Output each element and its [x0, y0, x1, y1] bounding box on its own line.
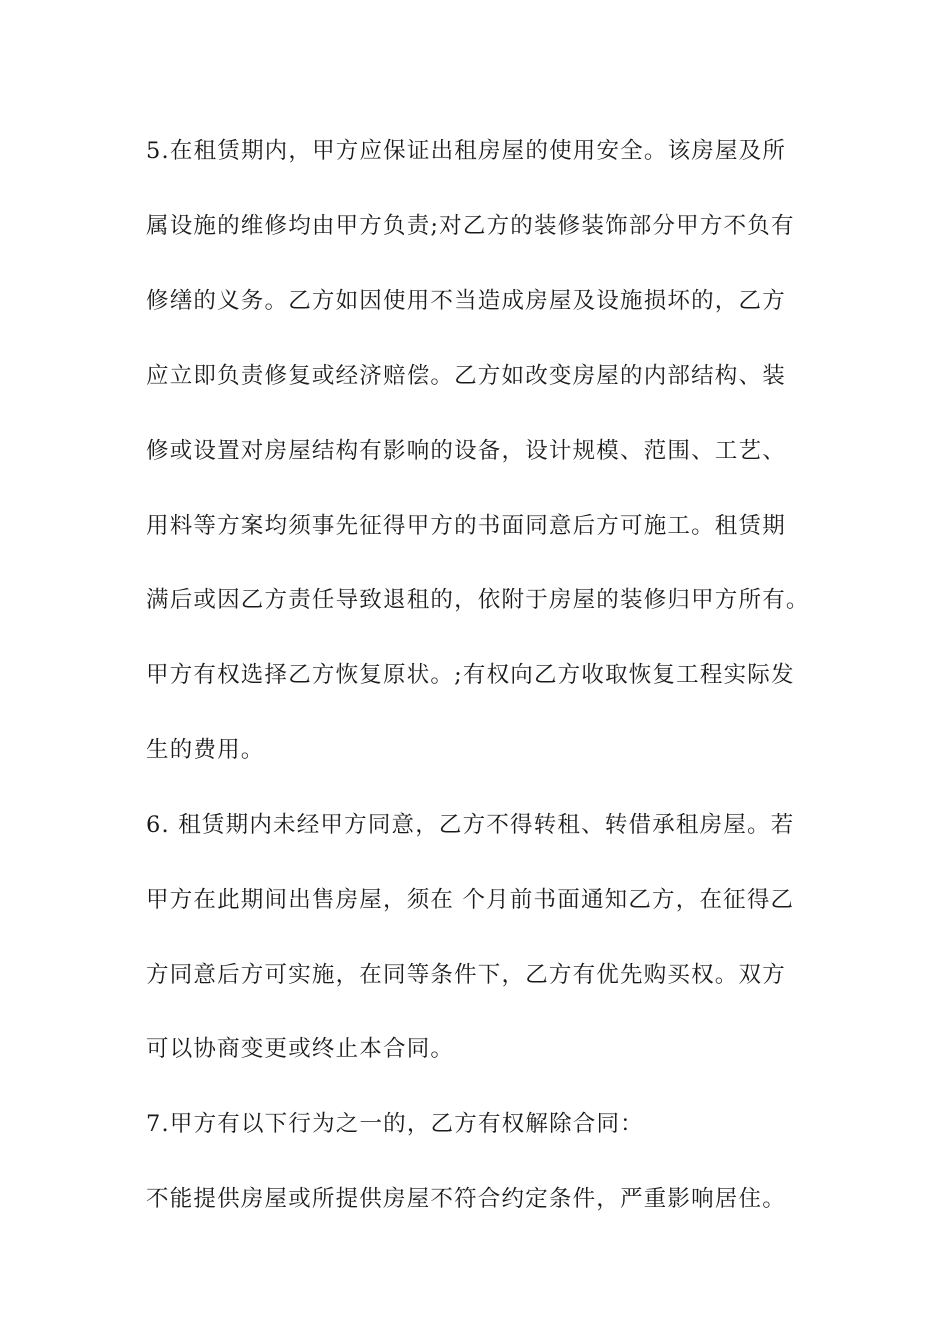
- clause-5-line-5: 修或设置对房屋结构有影响的设备，设计规模、范围、工艺、: [146, 438, 786, 464]
- clause-5-line-1: 5.在租赁期内，甲方应保证出租房屋的使用安全。该房屋及所: [146, 138, 787, 164]
- clause-5-line-6: 用料等方案均须事先征得甲方的书面同意后方可施工。租赁期: [146, 513, 786, 539]
- clause-6-line-1: 6. 租赁期内未经甲方同意，乙方不得转租、转借承租房屋。若: [146, 812, 795, 838]
- clause-6-line-4: 可以协商变更或终止本合同。: [146, 1036, 455, 1062]
- clause-7-line-1: 7.甲方有以下行为之一的，乙方有权解除合同：: [146, 1111, 644, 1137]
- clause-5-line-4: 应立即负责修复或经济赔偿。乙方如改变房屋的内部结构、装: [146, 363, 786, 389]
- clause-6-line-2: 甲方在此期间出售房屋，须在 个月前书面通知乙方，在征得乙: [146, 887, 795, 913]
- clause-7-item-1: 不能提供房屋或所提供房屋不符合约定条件，严重影响居住。: [146, 1186, 786, 1212]
- clause-5-line-2: 属设施的维修均由甲方负责;对乙方的装修装饰部分甲方不负有: [146, 213, 795, 239]
- clause-5-line-7: 满后或因乙方责任导致退租的，依附于房屋的装修归甲方所有。: [146, 587, 810, 613]
- clause-5-line-9: 生的费用。: [146, 737, 265, 763]
- clause-5-line-8: 甲方有权选择乙方恢复原状。;有权向乙方收取恢复工程实际发: [146, 662, 795, 688]
- clause-6-line-3: 方同意后方可实施，在同等条件下，乙方有优先购买权。双方: [146, 962, 786, 988]
- clause-5-line-3: 修缮的义务。乙方如因使用不当造成房屋及设施损坏的，乙方: [146, 288, 786, 314]
